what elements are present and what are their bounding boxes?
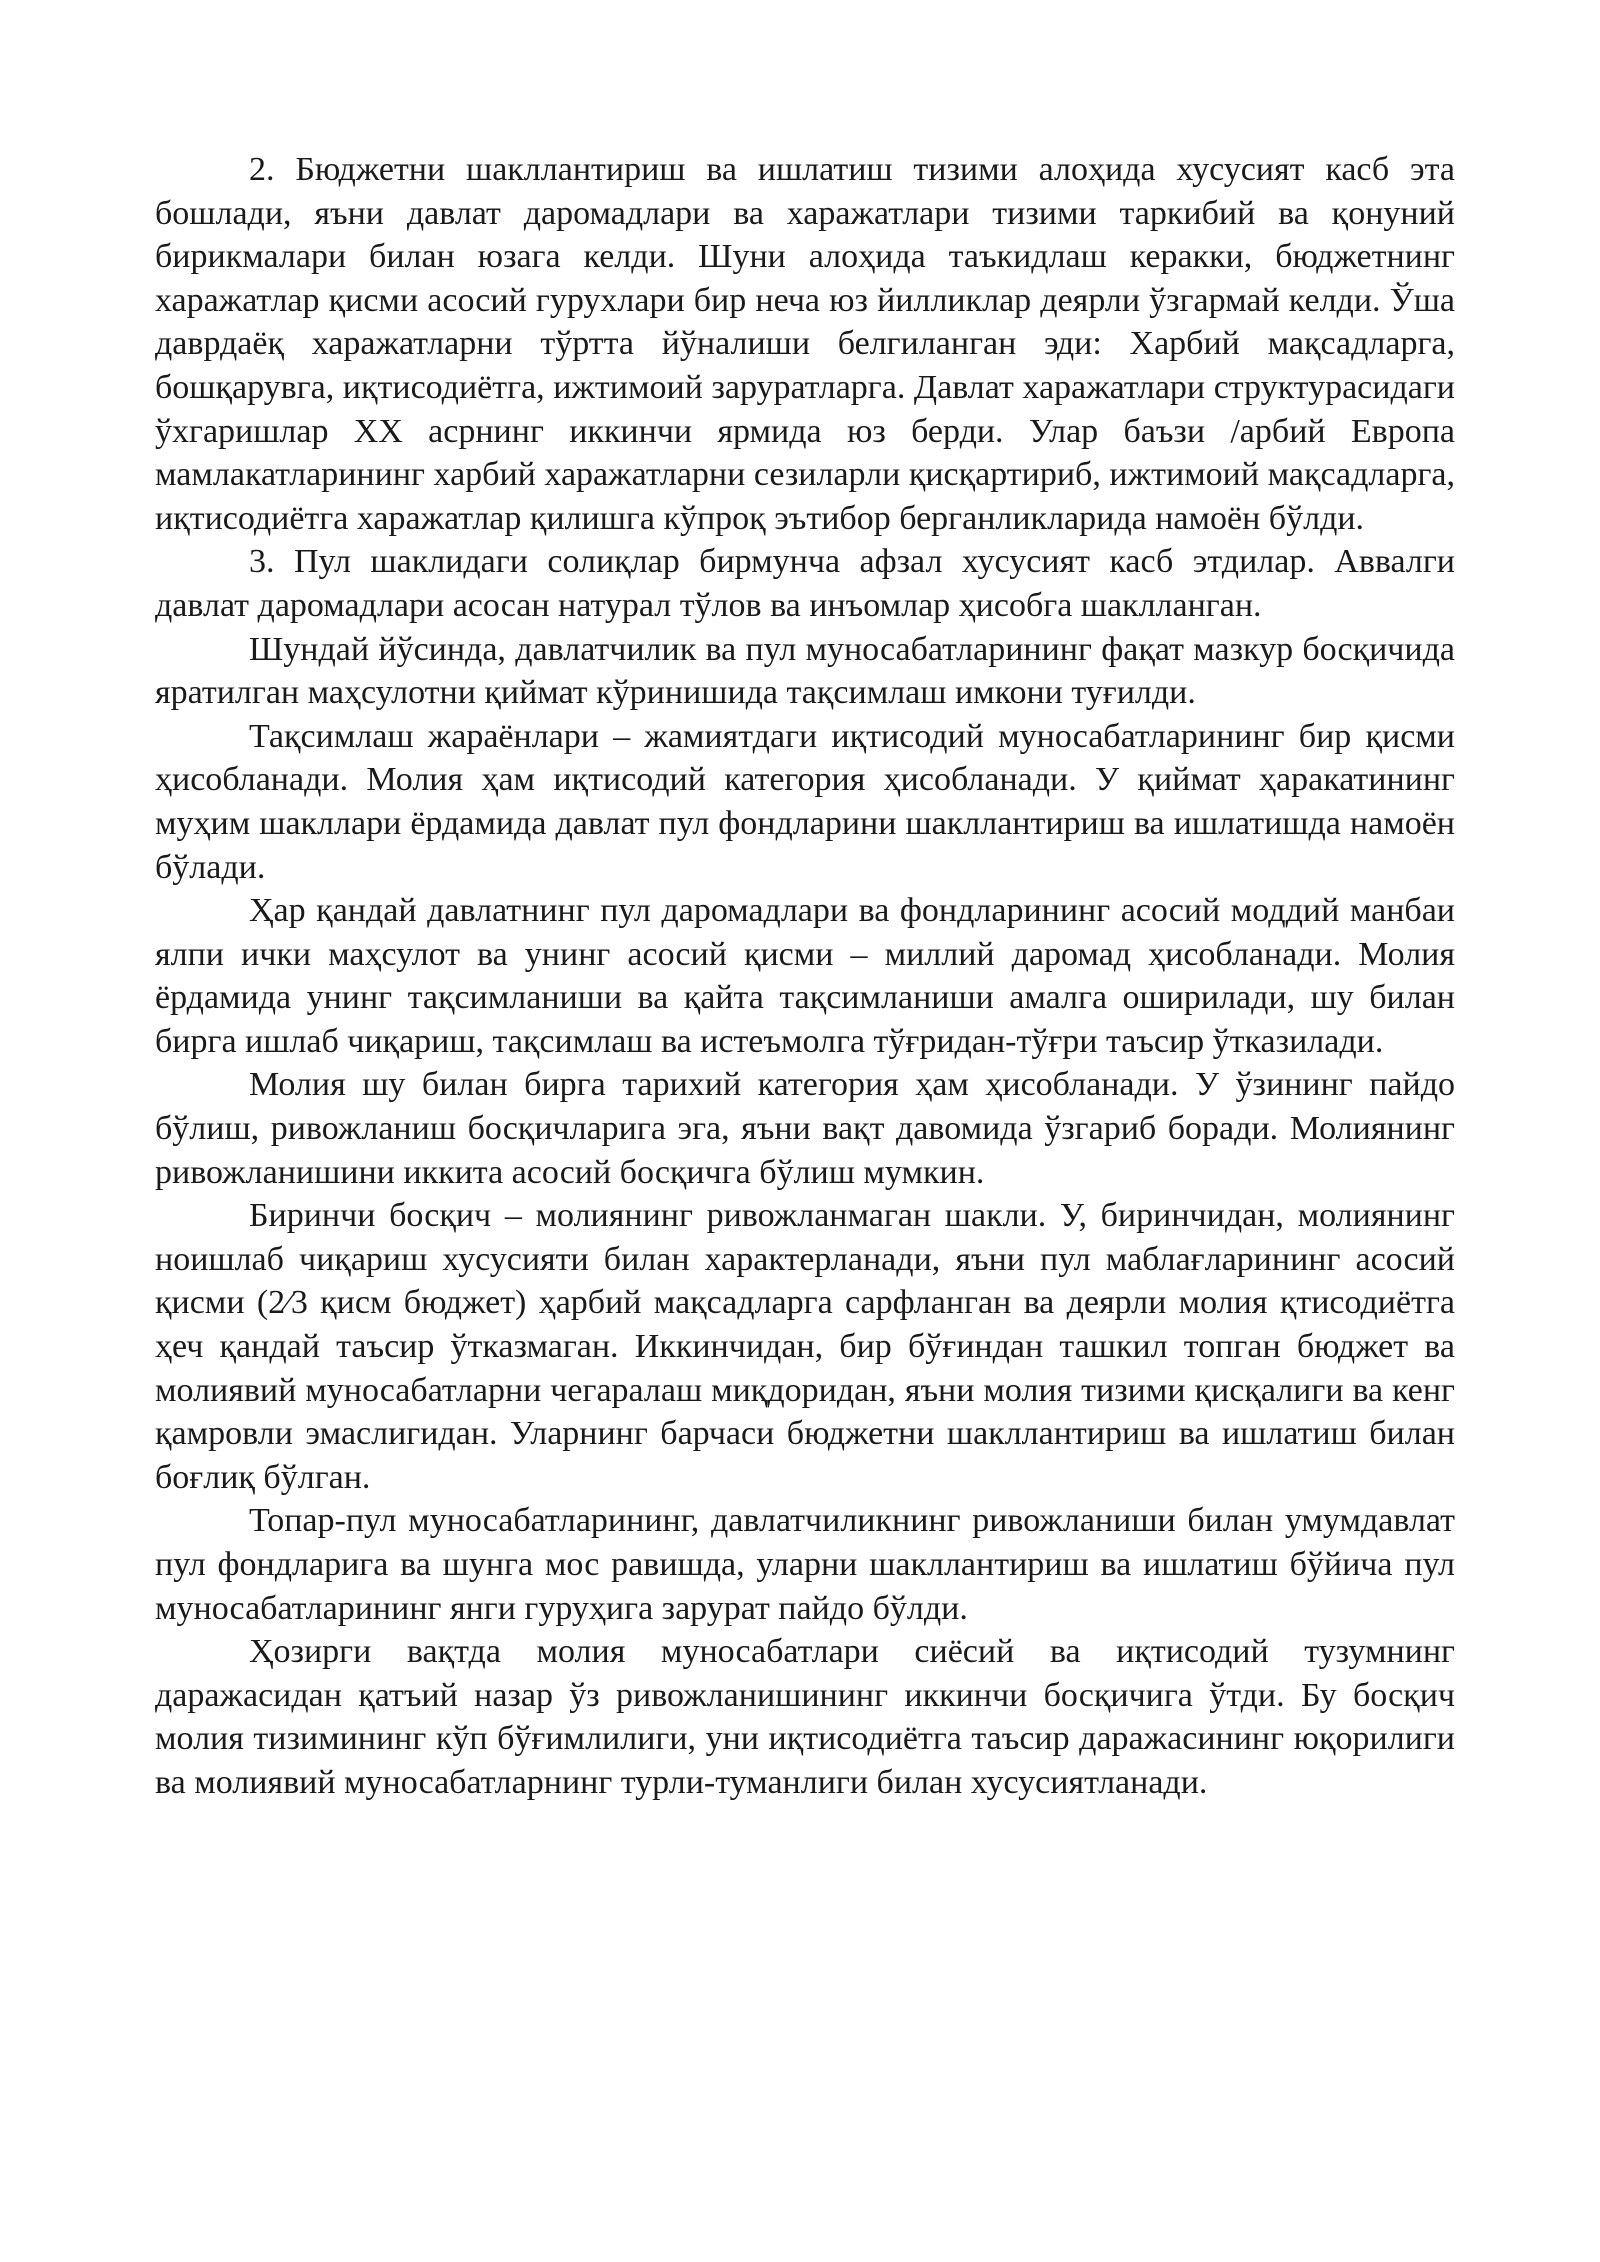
paragraph-budget-system: 2. Бюджетни шакллантириш ва ишлатиш тизими алоҳида хусусият касб эта бошлади, яъни давлат даромадлари ва харажатлари тизими таркибий ва қонуний бирикмалари билан юзага келди. Шуни алоҳида таъкидлаш керакки, бюджетнинг харажатлар қисми асосий гурухлари бир неча юз йилликлар деярли ўзгармай келди. Ўша даврдаёқ харажатларни тўртта йўналиши белгиланган эди: Харбий мақсадларга, бошқарувга, иқтисодиётга, ижтимоий заруратларга. Давлат харажатлари структурасидаги ўхгаришлар XX асрнинг иккинчи ярмида юз берди. Улар баъзи /арбий Европа мамлакатларининг харбий харажатларни сезиларли қисқартириб, ижтимоий мақсадларга, иқтисодиётга харажатлар қилишга кўпроқ эътибор берганликларида намоён бўлди. [155,151,1455,537]
paragraph-commodity-money: Топар-пул муносабатларининг, давлатчиликнинг ривожланиши билан умумдавлат пул фондларига ва шунга мос равишда, уларни шакллантириш ва ишлатиш бўйича пул муносабатларининг янги гуруҳига зарурат пайдо бўлди. [155,1502,1455,1627]
paragraph-value-distribution: Шундай йўсинда, давлатчилик ва пул муносабатларининг фақат мазкур босқичида яратилган маҳсулотни қиймат кўринишида тақсимлаш имкони туғилди. [155,630,1455,712]
document-page [155,148,1455,1805]
paragraph-historical-category: Молия шу билан бирга тарихий категория ҳам ҳисобланади. У ўзининг пайдо бўлиш, ривожланиш босқичларига эга, яъни вақт давомида ўзгариб боради. Молиянинг ривожланишини иккита асосий босқичга бўлиш мумкин. [155,1066,1455,1191]
paragraph-distribution-processes: Тақсимлаш жараёнлари – жамиятдаги иқтисодий муносабатларининг бир қисми ҳисобланади. Молия ҳам иқтисодий категория ҳисобланади. У қиймат ҳаракатининг муҳим шакллари ёрдамида давлат пул фондларини шакллантириш ва ишлатишда намоён бўлади. [155,717,1455,886]
paragraph-first-stage: Биринчи босқич – молиянинг ривожланмаган шакли. У, биринчидан, молиянинг ноишлаб чиқариш хусусияти билан характерланади, яъни пул маблағларининг асосий қисми (2⁄3 қисм бюджет) ҳарбий мақсадларга сарфланган ва деярли молия қтисодиётга ҳеч қандай таъсир ўтказмаган. Иккинчидан, бир бўғиндан ташкил топган бюджет ва молиявий муносабатларни чегаралаш миқдоридан, яъни молия тизими қисқалиги ва кенг қамровли эмаслигидан. Уларнинг барчаси бюджетни шакллантириш ва ишлатиш билан боғлиқ бўлган. [155,1197,1455,1496]
paragraph-income-sources: Ҳар қандай давлатнинг пул даромадлари ва фондларининг асосий моддий манбаи ялпи ички маҳсулот ва унинг асосий қисми – миллий даромад ҳисобланади. Молия ёрдамида унинг тақсимланиши ва қайта тақсимланиши амалга оширилади, шу билан бирга ишлаб чиқариш, тақсимлаш ва истеъмолга тўғридан-тўғри таъсир ўтказилади. [155,892,1455,1060]
paragraph-current-stage: Ҳозирги вақтда молия муносабатлари сиёсий ва иқтисодий тузумнинг даражасидан қатъий назар ўз ривожланишининг иккинчи босқичига ўтди. Бу босқич молия тизимининг кўп бўғимлилиги, уни иқтисодиётга таъсир даражасининг юқорилиги ва молиявий муносабатларнинг турли-туманлиги билан хусусиятланади. [155,1633,1455,1801]
paragraph-money-taxes: 3. Пул шаклидаги солиқлар бирмунча афзал хусусият касб этдилар. Аввалги давлат даромадлари асосан натурал тўлов ва инъомлар ҳисобга шаклланган. [155,543,1455,624]
